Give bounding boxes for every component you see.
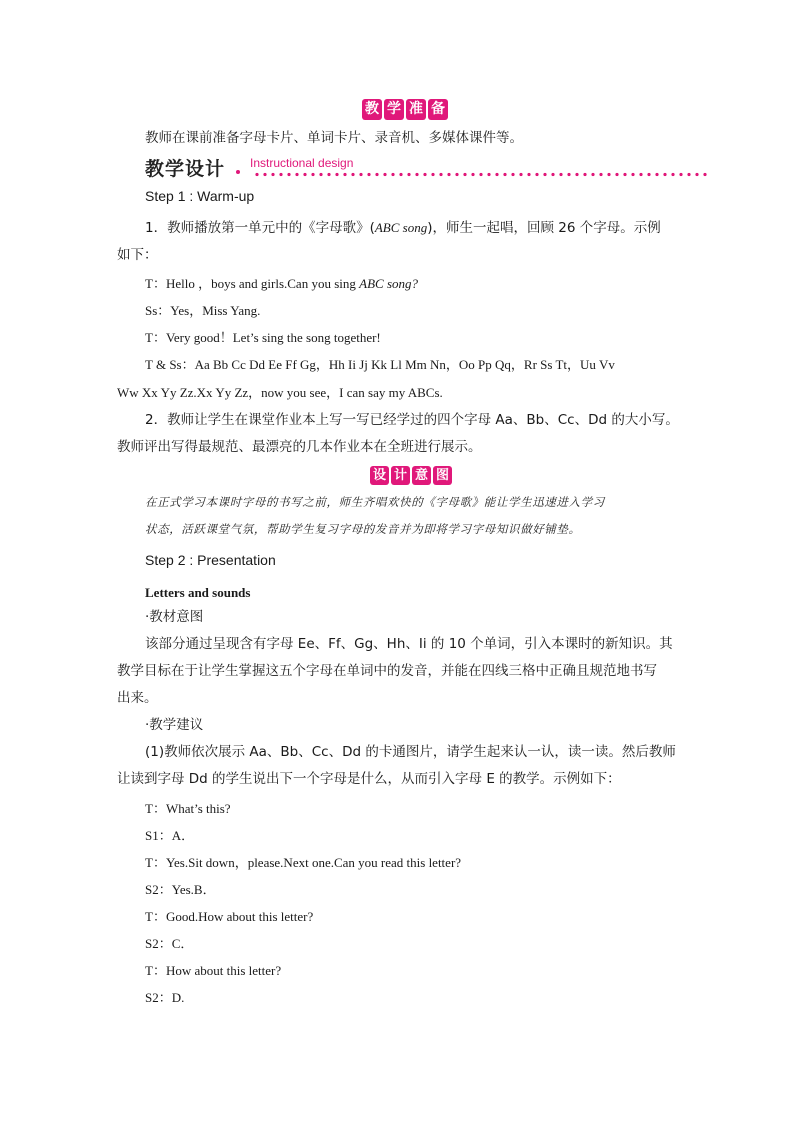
text-segment: 1．教师播放第一单元中的《字母歌》( [145, 220, 375, 236]
step1-paragraph1-line1 [145, 219, 661, 237]
title-char: 教 [362, 99, 382, 120]
title-char: 设 [370, 466, 389, 485]
suggestion-line1: (1)教师依次展示 Aa、Bb、Cc、Dd 的卡通图片，请学生起来认一认，读一读。然后教师 [145, 744, 676, 760]
text-segment: )，师生一起唱，回顾 26 个字母。示例 [427, 220, 661, 236]
design-intent-line2: 状态，活跃课堂气氛，帮助学生复习字母的发音并为即将学习字母知识做好铺垫。 [145, 522, 581, 536]
title-char: 准 [406, 99, 426, 120]
step2-title: Step 2 : Presentation [145, 552, 276, 568]
material-line1: 该部分通过呈现含有字母 Ee、Ff、Gg、Hh、Ii 的 10 个单词，引入本课时的新知识。其 [145, 636, 673, 652]
heading-dot [236, 170, 240, 174]
italic-song-name: ABC song? [359, 276, 419, 291]
italic-song-name: ABC song [374, 220, 428, 235]
dialogue-line [145, 275, 418, 293]
letters-and-sounds-heading: Letters and sounds [145, 585, 251, 600]
dialogue-line: Ss：Yes，Miss Yang. [145, 303, 261, 318]
example-dialogue-line: T：What’s this? [145, 801, 231, 816]
title-char: 图 [433, 466, 452, 485]
section-title-design-intent [370, 466, 452, 485]
step1-paragraph1-line2: 如下： [117, 247, 158, 263]
suggestion-line2: 让读到字母 Dd 的学生说出下一个字母是什么，从而引入字母 E 的教学。示例如下： [117, 771, 621, 787]
step1-paragraph2-line2: 教师评出写得最规范、最漂亮的几本作业本在全班进行展示。 [117, 439, 482, 455]
title-char: 学 [384, 99, 404, 120]
example-dialogue-line: T：Good.How about this letter? [145, 909, 314, 924]
example-dialogue-line: S1：A． [145, 828, 195, 843]
example-dialogue-line: S2：C． [145, 936, 194, 951]
material-intent-heading: ·教材意图 [145, 609, 204, 625]
design-heading-zh: 教学设计 [145, 158, 226, 180]
step1-title: Step 1 : Warm-up [145, 188, 255, 204]
material-line3: 出来。 [117, 690, 158, 706]
example-dialogue-line: S2：Yes.B． [145, 882, 216, 897]
design-intent-line1: 在正式学习本课时字母的书写之前，师生齐唱欢快的《字母歌》能让学生迅速进入学习 [145, 495, 605, 509]
example-dialogue-line: T：Yes.Sit down，please.Next one.Can you read this letter? [145, 855, 462, 870]
title-char: 计 [391, 466, 410, 485]
instructional-design-heading [145, 154, 707, 178]
example-dialogue-line: T：How about this letter? [145, 963, 282, 978]
title-char: 意 [412, 466, 431, 485]
dialogue-line: T & Ss：Aa Bb Cc Dd Ee Ff Gg，Hh Ii Jj Kk Ll Mm Nn，Oo Pp Qq，Rr Ss Tt，Uu Vv [145, 357, 615, 372]
dotted-rule [253, 172, 707, 177]
teaching-suggestion-heading: ·教学建议 [145, 717, 204, 733]
dialogue-line: T：Very good！Let’s sing the song together! [145, 330, 381, 345]
design-heading-en: Instructional design [250, 156, 354, 170]
material-line2: 教学目标在于让学生掌握这五个字母在单词中的发音，并能在四线三格中正确且规范地书写 [117, 663, 657, 679]
title-char: 备 [428, 99, 448, 120]
section-title-teaching-prep [362, 99, 448, 120]
example-dialogue-line: S2：D. [145, 990, 185, 1005]
prep-text: 教师在课前准备字母卡片、单词卡片、录音机、多媒体课件等。 [145, 130, 523, 146]
text-segment: T：Hello ，boys and girls.Can you sing [145, 276, 360, 291]
step1-paragraph2-line1: 2．教师让学生在课堂作业本上写一写已经学过的四个字母 Aa、Bb、Cc、Dd 的大小写。 [145, 412, 679, 428]
dialogue-line: Ww Xx Yy Zz.Xx Yy Zz，now you see，I can say my ABCs. [117, 385, 443, 400]
